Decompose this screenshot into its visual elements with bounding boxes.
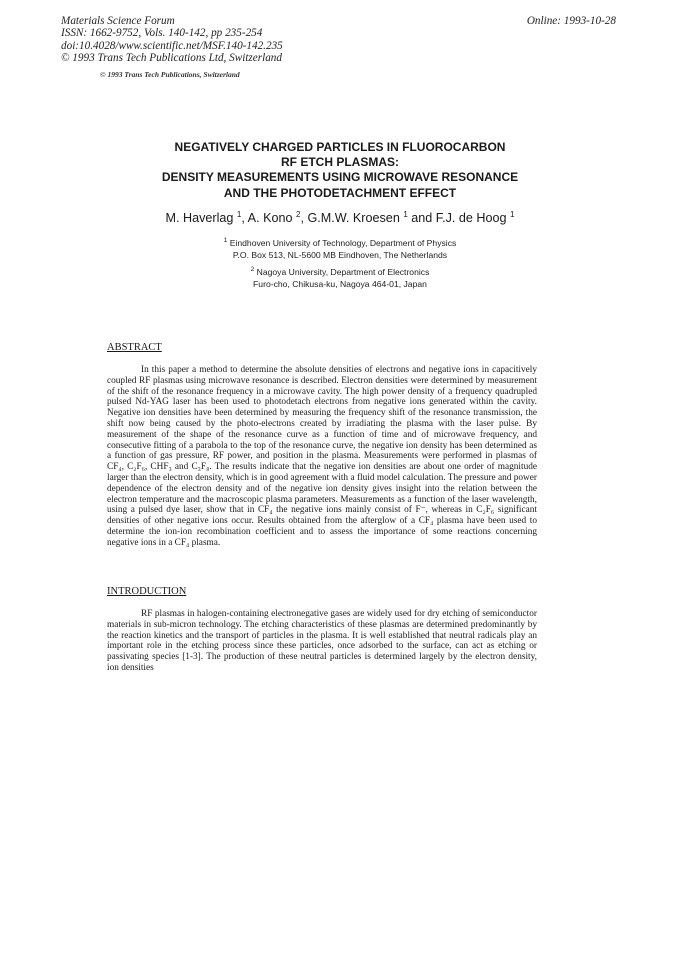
citation-header — [61, 15, 283, 65]
affiliation-mark: 1 — [223, 237, 228, 244]
title-line: DENSITY MEASUREMENTS USING MICROWAVE RESONANCE — [161, 170, 519, 185]
author-affiliation-mark: 1 — [510, 210, 515, 219]
publisher-copyright: © 1993 Trans Tech Publications, Switzerland — [100, 70, 240, 79]
author-name: G.M.W. Kroesen — [307, 211, 400, 226]
title-line: AND THE PHOTODETACHMENT EFFECT — [223, 185, 457, 200]
affiliation-line: Nagoya University, Department of Electronics — [256, 266, 430, 277]
author-affiliation-mark: 2 — [295, 210, 301, 219]
journal-name: Materials Science Forum — [61, 15, 175, 27]
affiliation — [100, 235, 580, 261]
title-line: NEGATIVELY CHARGED PARTICLES IN FLUOROCARBON — [174, 140, 506, 154]
affiliation-line: P.O. Box 513, NL-5600 MB Eindhoven, The Netherlands — [232, 249, 448, 260]
paper-title — [100, 140, 580, 201]
copyright-line: © 1993 Trans Tech Publications Ltd, Switzerland — [61, 52, 282, 65]
doi-line: doi:10.4028/www.scientific.net/MSF.140-142.235 — [61, 39, 283, 52]
author-name: F.J. de Hoog — [435, 211, 507, 226]
online-date: Online: 1993-10-28 — [526, 15, 616, 27]
affiliation-line: Eindhoven University of Technology, Department of Physics — [229, 237, 457, 248]
title-line: RF ETCH PLASMAS: — [281, 155, 399, 170]
author-conjunction: and — [411, 211, 433, 226]
author-affiliation-mark: 1 — [236, 210, 242, 219]
abstract-text: In this paper a method to determine the absolute densities of electrons and negative ions in capacitively coupled RF plasmas using microwave resonance is described. Electron densities were determined by measurement of the shift of the resonance frequency in a microwave cavity. The high power density of a frequency quadrupled pulsed Nd-YAG laser has been used to photodetach electrons from negative ions generated within the cavity. Negative ion densities have been determined by measuring the frequency shift of the resonance transmission, the shift now being caused by the photo-electrons created by irradiating the plasma with the laser pulse. By measurement of the shape of the resonance curve as a function of time and of microwave frequency, and consecutive fitting of a parabola to the top of the resonance curve, the negative ion density has been determined as a function of gas pressure, RF power, and position in the plasma. Measurements were performed in plasmas of CF₄, C₂F₆, CHF₃ and C₃F₈. The results indicate that the negative ion densities are about one order of magnitude larger than the electron density, which is in good agreement with a fluid model calculation. The pressure and power dependence of the electron density and of the negative ion density gives insight into the relation between the electron temperature and the macroscopic plasma parameters. Measurements as a function of the laser wavelength, using a pulsed dye laser, show that in CF₄ the negative ions mainly consist of F⁻, whereas in C₂F₆ significant densities of other negative ions occur. Results obtained from the afterglow of a CF₄ plasma have been used to determine the ion-ion recombination coefficient and to assess the importance of some reactions concerning negative ions in a CF₄ plasma. — [107, 365, 537, 548]
affiliation-mark: 2 — [250, 266, 255, 273]
abstract-heading: ABSTRACT — [107, 342, 162, 353]
author-list: M. Haverlag $^1$, A. Kono $^2$, G.M.W. Kroesen $^1$ and F.J. de Hoog $^1$ — [165, 210, 515, 226]
affiliation — [100, 264, 580, 290]
introduction-heading: INTRODUCTION — [107, 586, 187, 597]
author-name: A. Kono — [247, 211, 293, 226]
author-affiliation-mark: 1 — [403, 210, 408, 219]
author-name: M. Haverlag — [165, 211, 234, 226]
introduction-text: RF plasmas in halogen-containing electronegative gases are widely used for dry etching of semiconductor materials in sub-micron technology. The etching characteristics of these plasmas are determined predominantly by the reaction kinetics and the transport of particles in the plasma. It is well established that neutral radicals play an important role in the etching process since these particles, once adsorbed to the surface, can act as etching or passivating species [1-3]. The production of these neutral particles is determined largely by the electron density, ion densities — [107, 609, 537, 673]
affiliation-line: Furo-cho, Chikusa-ku, Nagoya 464-01, Japan — [253, 278, 427, 289]
issn-line: ISSN: 1662-9752, Vols. 140-142, pp 235-254 — [61, 27, 263, 40]
